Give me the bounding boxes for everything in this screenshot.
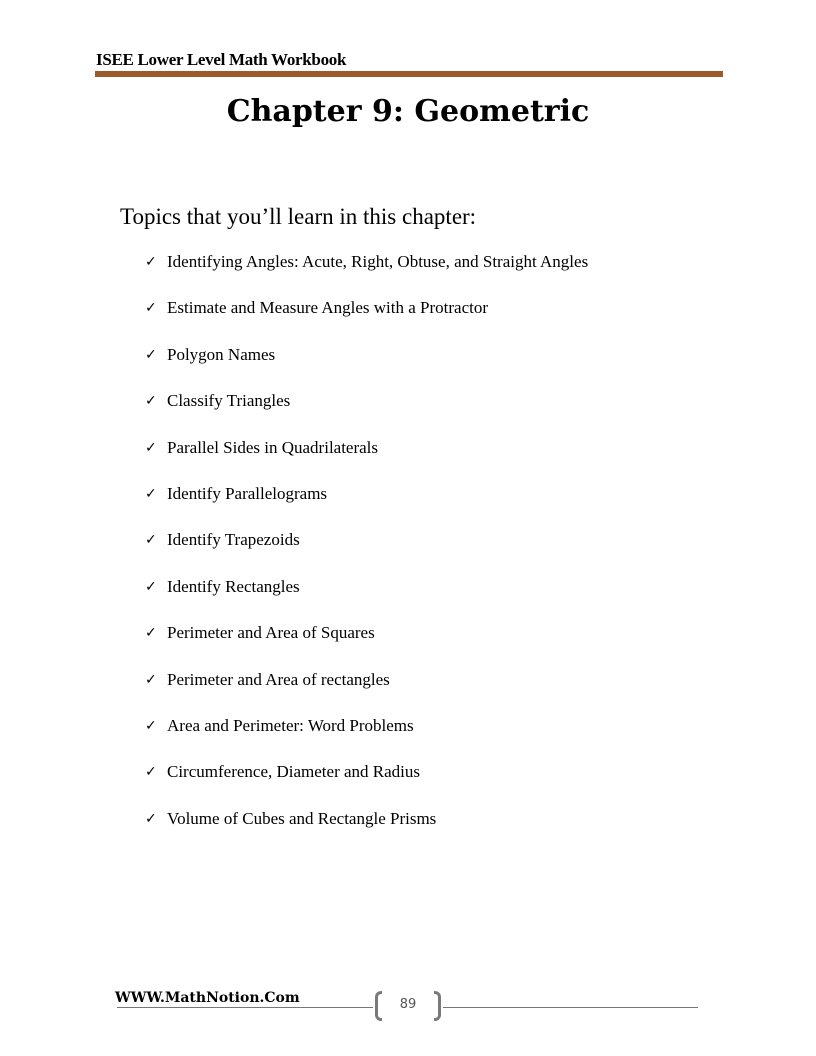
check-icon: ✓ (145, 671, 157, 688)
topic-label: Identify Rectangles (167, 576, 300, 596)
check-icon: ✓ (145, 532, 157, 549)
list-item (145, 388, 588, 434)
running-header-title: ISEE Lower Level Math Workbook (96, 50, 347, 69)
topics-list (145, 249, 588, 852)
topic-label: Identifying Angles: Acute, Right, Obtuse, and Straight Angles (167, 252, 589, 271)
list-item (145, 667, 588, 713)
check-icon: ✓ (145, 393, 157, 410)
topic-label: Circumference, Diameter and Radius (167, 762, 421, 782)
topic-label: Perimeter and Area of Squares (167, 623, 375, 643)
check-icon: ✓ (145, 764, 157, 781)
header-rule (95, 71, 723, 77)
right-bracket-icon (434, 991, 441, 1021)
topic-label: Identify Parallelograms (167, 483, 328, 503)
left-bracket-icon (375, 991, 382, 1021)
chapter-title: Chapter 9: Geometric (226, 94, 590, 129)
check-icon: ✓ (145, 810, 157, 827)
list-item (145, 759, 588, 805)
topic-label: Area and Perimeter: Word Problems (167, 715, 414, 735)
list-item (145, 574, 588, 620)
topic-label: Polygon Names (167, 344, 276, 364)
topic-label: Classify Triangles (167, 391, 291, 411)
check-icon: ✓ (145, 300, 157, 317)
footer-website: WWW.MathNotion.Com (115, 990, 300, 1006)
topic-label: Volume of Cubes and Rectangle Prisms (167, 808, 437, 828)
topic-label: Estimate and Measure Angles with a Protractor (167, 298, 489, 318)
footer-rule-right (443, 1007, 698, 1008)
list-item (145, 249, 588, 295)
list-item (145, 342, 588, 388)
list-item (145, 806, 588, 852)
topic-label: Perimeter and Area of rectangles (167, 669, 390, 689)
check-icon: ✓ (145, 439, 157, 456)
list-item (145, 713, 588, 759)
topic-label: Parallel Sides in Quadrilaterals (167, 437, 379, 457)
topic-label: Identify Trapezoids (167, 530, 300, 550)
topics-heading: Topics that you’ll learn in this chapter: (120, 204, 477, 229)
check-icon: ✓ (145, 254, 157, 270)
page-number: 89 (399, 997, 417, 1012)
list-item (145, 481, 588, 527)
check-icon: ✓ (145, 346, 157, 363)
check-icon: ✓ (145, 485, 157, 502)
list-item (145, 435, 588, 481)
list-item (145, 527, 588, 573)
check-icon: ✓ (145, 625, 157, 642)
check-icon: ✓ (145, 717, 157, 734)
list-item (145, 620, 588, 666)
list-item (145, 295, 588, 341)
footer-rule-left (117, 1007, 373, 1008)
check-icon: ✓ (145, 578, 157, 595)
